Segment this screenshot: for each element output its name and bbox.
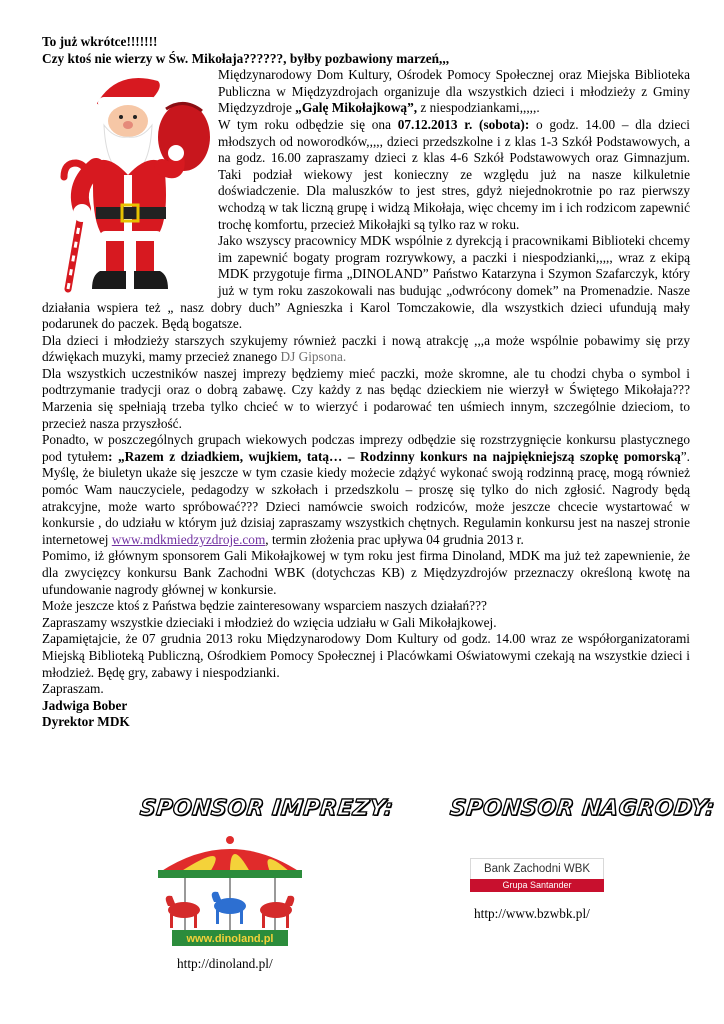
- document-page: [42, 34, 690, 731]
- headline-1: To już wkrótce!!!!!!!: [42, 34, 158, 49]
- dinoland-banner-text: www.dinoland.pl: [186, 933, 274, 945]
- bank-name: Bank Zachodni WBK: [470, 858, 604, 879]
- prize-sponsor-title: SPONSOR NAGRODY:: [448, 796, 717, 821]
- paragraph-packages: Dla wszystkich uczestników naszej imprezy będziemy mieć paczki, może skromne, ale tu chodzi chyba o symbol i podtrzymanie tradycji oraz o dobrą zabawę. Czy każdy z nas będąc dzieckiem nie wierzył w Świętego Mikołaja??? Marzenia się spełniają trzeba tylko chcieć w to wierzyć i podarować ten uśmiech innym, szczególnie dzieciom, to przecież nasza przyszłość.: [42, 365, 690, 431]
- paragraph-remember: Zapamiętajcie, że 07 grudnia 2013 roku Międzynarodowy Dom Kultury od godz. 14.00 wraz ze współorganizatorami Miejską Biblioteką Publiczną, Ośrodkiem Pomocy Społecznej i Placówkami Oświatowymi czekają na wszystkie dzieci i młodzież. Będę gry, zabawy i niespodzianki.: [42, 631, 690, 680]
- paragraph-closing: Zapraszam.: [42, 681, 104, 697]
- paragraph-invite: Zapraszamy wszystkie dzieciaki i młodzież do wzięcia udziału w Gali Mikołajkowej.: [42, 614, 497, 630]
- headline-2: Czy ktoś nie wierzy w Św. Mikołaja??????, byłby pozbawiony marzeń,,,: [42, 50, 450, 66]
- signature-name: Jadwiga Bober: [42, 697, 128, 713]
- event-sponsor-title: SPONSOR IMPREZY:: [138, 796, 395, 821]
- sponsors-section: [0, 794, 724, 1024]
- dinoland-carousel-logo: [150, 832, 310, 962]
- mdk-website-link[interactable]: www.mdkmiedzyzdroje.com: [111, 531, 266, 547]
- dinoland-url[interactable]: http://dinoland.pl/: [177, 956, 273, 971]
- paragraph-question: Może jeszcze ktoś z Państwa będzie zainteresowany wsparciem naszych działań???: [42, 598, 487, 614]
- paragraph-date: W tym roku odbędzie się ona 07.12.2013 r. (sobota): o godz. 14.00 – dla dzieci młodszych od noworodków,,,,, dzieci przedszkolne i z klas 1-3 Szkół Podstawowych, a na godz. 16.00 zapraszamy dzieci z klas 4-6 Szkół Podstawowych oraz Gimnazjum. Taki podział wiekowy jest konieczny ze względu już na nasze kilkuletnie doświadczenie. Dla maluszków to jest stres, gdyż niejednokrotnie po raz pierwszy wchodzą w tak liczną grupę i widzą Mikołaja, więc chcemy im i ich rodzicom zapewnić trochę komfortu, przecież Mikołajki są tylko raz w roku.: [218, 116, 690, 232]
- bank-logo: [470, 858, 604, 892]
- paragraph-intro: Międzynarodowy Dom Kultury, Ośrodek Pomocy Społecznej oraz Miejska Biblioteka Publiczna w Międzyzdrojach organizuje dla wszystkich dzieci i młodzieży z Gminy Międzyzdroje „Galę Mikołajkową”, z niespodziankami,,,,,.: [218, 67, 690, 116]
- bank-url[interactable]: http://www.bzwbk.pl/: [474, 906, 590, 921]
- signature-role: Dyrektor MDK: [42, 714, 130, 730]
- paragraph-older-kids: Dla dzieci i młodzieży starszych szykujemy również paczki i nową atrakcję ,,,a może wspólnie pobawimy się przy dźwiękach muzyki, mamy przecież znanego DJ Gipsona.: [42, 332, 690, 365]
- paragraph-sponsor: Pomimo, iż głównym sponsorem Gali Mikołajkowej w tym roku jest firma Dinoland, MDK ma już też zapewnienie, że dla zwycięzcy konkursu Bank Zachodni WBK (dotychczas KB) z Międzyzdrojów przeznaczy określoną kwotę na ufundowanie nagrody głównej w konkursie.: [42, 548, 690, 597]
- santa-claus-image: [46, 67, 214, 295]
- paragraph-program: Jako wszyscy pracownicy MDK wspólnie z dyrekcją i pracownikami Biblioteki chcemy im zapewnić bogaty program rozrywkowy, a paczki i niespodzianki,,,,, wraz z ekipą MDK przygotuje firma „DINOLAND” Państwo Katarzyna i Szymon Szafarczyk, który już w tym roku zaszokowali nas budując „odwrócony domek” na Promenadzie. Nasze działania wspiera też „ nasz dobry duch” Agnieszka i Karol Tomczakowie, dla wszystkich dzieci ufundują mały podarunek do paczek. Będą bogatsze.: [42, 233, 690, 332]
- bank-group: Grupa Santander: [470, 879, 604, 892]
- paragraph-contest: Ponadto, w poszczególnych grupach wiekowych podczas imprezy odbędzie się rozstrzygnięcie konkursu plastycznego pod tytułem: „Razem z dziadkiem, wujkiem, tatą… – Rodzinny konkurs na najpiękniejszą szopkę pomorską”. Myślę, że biuletyn ukaże się jeszcze w tym czasie kiedy możecie zdążyć wykonać swoją rodzinną pracę, mogą również pomóc Wam nauczyciele, pedagodzy w szkołach i przedszkolu – proszę się tylko do nich zgłosić. Nagrody będą atrakcyjne, może warto spróbować??? Dzieci namówcie swoich rodziców, może jeszcze chcecie wystartować w konkursie , do udziału w którym już dzisiaj zapraszamy wszystkich chętnych. Regulamin konkursu jest na naszej stronie internetowej www.mdkmiedzyzdroje.com, termin złożenia prac upływa 04 grudnia 2013 r.: [42, 432, 690, 547]
